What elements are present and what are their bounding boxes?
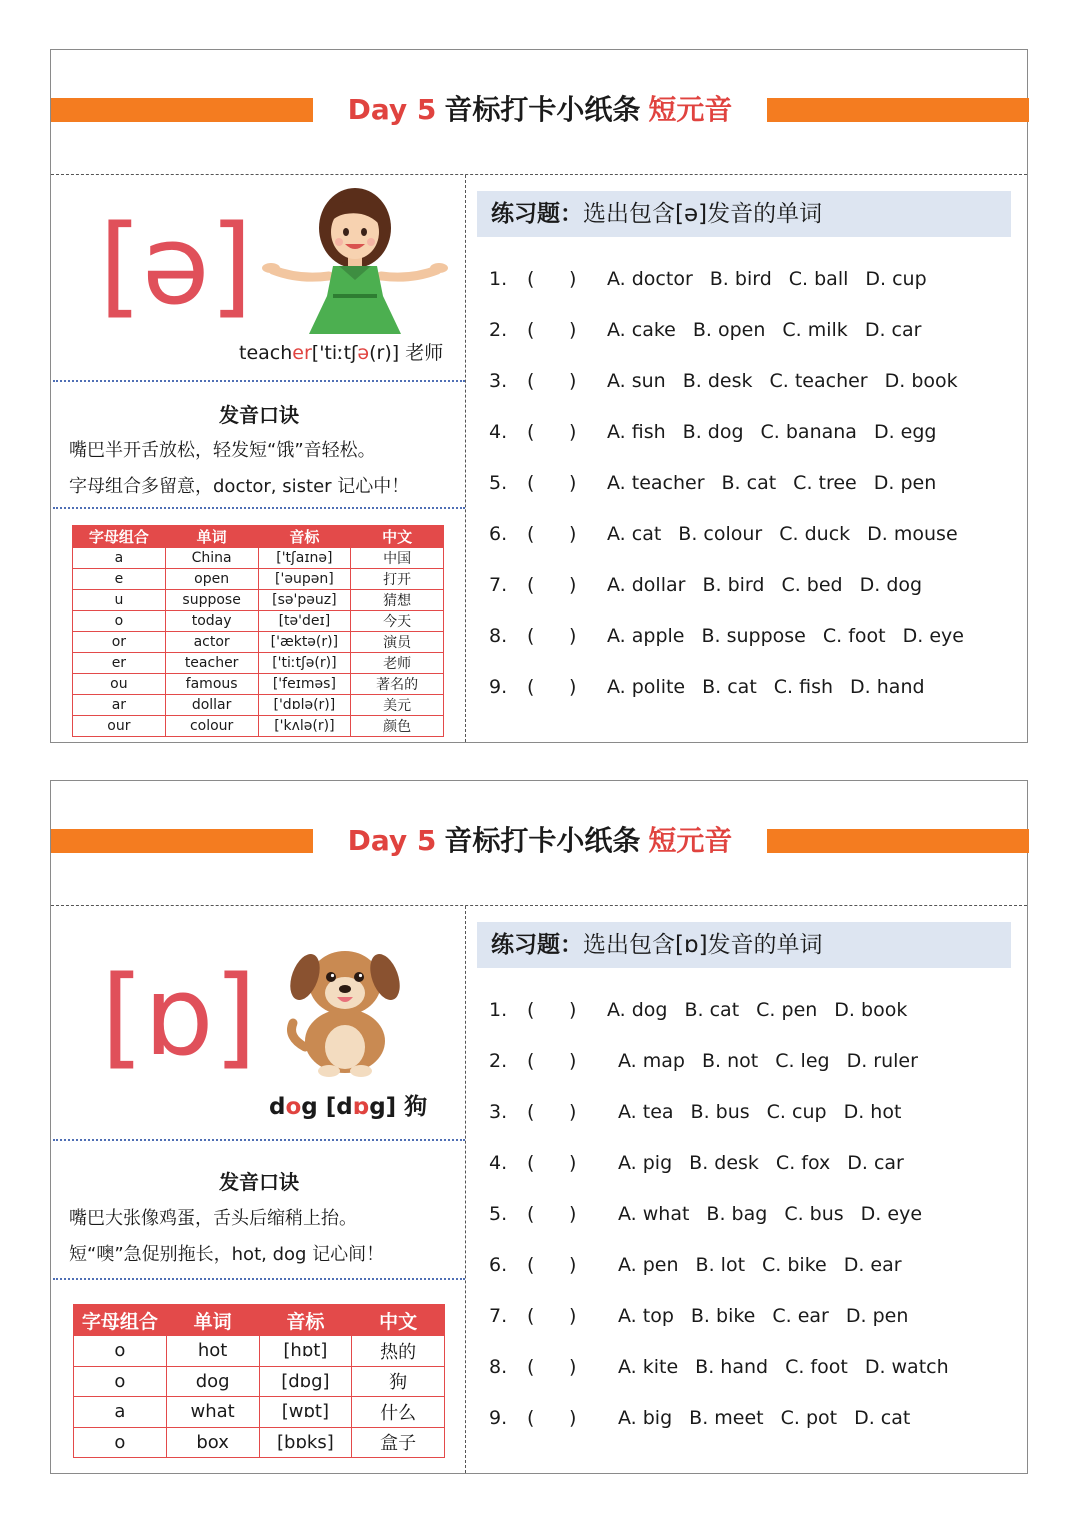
option-b: B. desk xyxy=(689,1152,759,1174)
answer-paren-close[interactable]: ) xyxy=(569,676,577,698)
table-header: 音标 xyxy=(258,526,351,548)
table-cell: ['tiːtʃə(r)] xyxy=(258,653,351,674)
table-row xyxy=(73,653,444,674)
table-row xyxy=(74,1427,445,1458)
table-cell: colour xyxy=(165,716,258,737)
option-c: C. banana xyxy=(760,421,857,443)
option-d: D. pen xyxy=(845,1305,909,1327)
dashed-divider xyxy=(51,905,1027,906)
table-cell: a xyxy=(74,1397,167,1428)
option-b: B. lot xyxy=(695,1254,746,1276)
question-number: 8. xyxy=(489,625,508,647)
table-cell: a xyxy=(73,548,166,569)
answer-paren-open[interactable]: ( xyxy=(527,1407,535,1429)
table-cell: 颜色 xyxy=(351,716,444,737)
tips-line-1: 嘴巴大张像鸡蛋，舌头后缩稍上抬。 xyxy=(69,1208,357,1229)
option-c: C. milk xyxy=(782,319,848,341)
answer-paren-open[interactable]: ( xyxy=(527,319,535,341)
table-cell: 美元 xyxy=(351,695,444,716)
option-c: C. ball xyxy=(788,268,849,290)
table-cell: China xyxy=(165,548,258,569)
table-row xyxy=(74,1336,445,1367)
table-cell: 中国 xyxy=(351,548,444,569)
option-d: D. pen xyxy=(873,472,937,494)
answer-paren-close[interactable]: ) xyxy=(569,1101,577,1123)
title-main: 音标打卡小纸条 xyxy=(444,824,641,857)
tips-title: 发音口诀 xyxy=(219,403,299,427)
table-cell: er xyxy=(73,653,166,674)
question-number: 9. xyxy=(489,676,508,698)
table-cell: o xyxy=(74,1427,167,1458)
teacher-icon xyxy=(259,184,455,336)
option-d: D. dog xyxy=(859,574,923,596)
option-b: B. bird xyxy=(702,574,765,596)
option-c: C. fish xyxy=(773,676,834,698)
answer-paren-close[interactable]: ) xyxy=(569,319,577,341)
table-cell: ou xyxy=(73,674,166,695)
answer-paren-close[interactable]: ) xyxy=(569,625,577,647)
table-cell: 今天 xyxy=(351,611,444,632)
dotted-divider xyxy=(53,507,465,509)
answer-paren-open[interactable]: ( xyxy=(527,1203,535,1225)
option-a: A. teacher xyxy=(607,472,705,494)
option-a: A. cake xyxy=(607,319,676,341)
tips-line-2: 字母组合多留意，doctor, sister 记心中！ xyxy=(69,476,410,497)
table-cell: 演员 xyxy=(351,632,444,653)
tips-line-1: 嘴巴半开舌放松，轻发短“饿”音轻松。 xyxy=(69,440,376,461)
answer-paren-close[interactable]: ) xyxy=(569,523,577,545)
question-number: 2. xyxy=(489,319,508,341)
answer-paren-close[interactable]: ) xyxy=(569,1203,577,1225)
table-cell: [sə'pəuz] xyxy=(258,590,351,611)
option-d: D. hand xyxy=(850,676,925,698)
example-phonetic-highlight: ɒ xyxy=(352,1094,370,1120)
example-word xyxy=(239,338,443,365)
table-row xyxy=(73,632,444,653)
question-number: 3. xyxy=(489,1101,508,1123)
option-b: B. bird xyxy=(709,268,772,290)
option-d: D. egg xyxy=(873,421,937,443)
table-cell: box xyxy=(166,1427,259,1458)
example-word-highlight: er xyxy=(292,342,312,364)
table-cell: 老师 xyxy=(351,653,444,674)
dashed-column-divider xyxy=(465,906,466,1473)
option-b: B. cat xyxy=(721,472,777,494)
table-cell: ['dɒlə(r)] xyxy=(258,695,351,716)
table-header: 音标 xyxy=(259,1305,352,1336)
option-b: B. suppose xyxy=(701,625,806,647)
example-phonetic-highlight: ə xyxy=(357,342,370,364)
answer-paren-close[interactable]: ) xyxy=(569,268,577,290)
option-a: A. doctor xyxy=(607,268,693,290)
answer-paren-close[interactable]: ) xyxy=(569,421,577,443)
option-b: B. hand xyxy=(695,1356,769,1378)
option-c: C. tree xyxy=(793,472,857,494)
answer-paren-open[interactable]: ( xyxy=(527,472,535,494)
answer-paren-open[interactable]: ( xyxy=(527,1356,535,1378)
letter-combination-table xyxy=(73,1304,445,1458)
table-cell: open xyxy=(165,569,258,590)
option-c: C. bus xyxy=(784,1203,844,1225)
example-word-pre: teach xyxy=(239,342,293,364)
option-a: A. cat xyxy=(607,523,662,545)
title-bar-right xyxy=(767,829,1029,853)
table-cell: ['kʌlə(r)] xyxy=(258,716,351,737)
option-c: C. pot xyxy=(780,1407,838,1429)
option-a: A. dog xyxy=(607,999,668,1021)
question-number: 9. xyxy=(489,1407,508,1429)
answer-paren-close[interactable]: ) xyxy=(569,574,577,596)
title-sub: 短元音 xyxy=(648,824,733,857)
table-cell: ['æktə(r)] xyxy=(258,632,351,653)
table-cell: suppose xyxy=(165,590,258,611)
card-schwa xyxy=(50,49,1028,743)
table-row xyxy=(73,695,444,716)
option-c: C. ear xyxy=(772,1305,829,1327)
question-number: 1. xyxy=(489,268,508,290)
option-d: D. eye xyxy=(860,1203,923,1225)
exercise-label: 练习题： xyxy=(491,201,583,227)
option-d: D. car xyxy=(864,319,922,341)
option-d: D. book xyxy=(884,370,958,392)
option-b: B. dog xyxy=(682,421,744,443)
table-cell: ['əupən] xyxy=(258,569,351,590)
table-row xyxy=(73,611,444,632)
table-row xyxy=(73,674,444,695)
option-d: D. cup xyxy=(865,268,927,290)
answer-paren-close[interactable]: ) xyxy=(569,1050,577,1072)
question-number: 7. xyxy=(489,574,508,596)
answer-paren-close[interactable]: ) xyxy=(569,1305,577,1327)
table-header: 中文 xyxy=(351,526,444,548)
option-a: A. fish xyxy=(607,421,666,443)
answer-paren-open[interactable]: ( xyxy=(527,1305,535,1327)
option-c: C. teacher xyxy=(769,370,868,392)
option-b: B. desk xyxy=(682,370,753,392)
title-bar-left xyxy=(51,98,313,122)
question-number: 3. xyxy=(489,370,508,392)
answer-paren-open[interactable]: ( xyxy=(527,1254,535,1276)
option-a: A. pen xyxy=(618,1254,679,1276)
option-b: B. not xyxy=(701,1050,759,1072)
tips-title: 发音口诀 xyxy=(219,1170,299,1194)
table-row xyxy=(73,569,444,590)
table-cell: actor xyxy=(165,632,258,653)
answer-paren-open[interactable]: ( xyxy=(527,999,535,1021)
table-cell: our xyxy=(73,716,166,737)
option-a: A. apple xyxy=(607,625,685,647)
table-cell: 打开 xyxy=(351,569,444,590)
exercise-label: 练习题： xyxy=(491,932,583,958)
table-cell: dollar xyxy=(165,695,258,716)
phonetic-symbol: [ə] xyxy=(99,201,253,329)
option-c: C. leg xyxy=(775,1050,830,1072)
card-short-o xyxy=(50,780,1028,1474)
title-main: 音标打卡小纸条 xyxy=(444,93,641,126)
table-cell: [tə'deɪ] xyxy=(258,611,351,632)
table-cell: 盒子 xyxy=(352,1427,445,1458)
question-number: 6. xyxy=(489,1254,508,1276)
option-c: C. pen xyxy=(756,999,818,1021)
dotted-divider xyxy=(53,380,465,382)
option-a: A. big xyxy=(618,1407,673,1429)
option-a: A. polite xyxy=(607,676,686,698)
table-cell: today xyxy=(165,611,258,632)
question-number: 4. xyxy=(489,421,508,443)
dashed-divider xyxy=(51,174,1027,175)
example-word-post: (r)] 老师 xyxy=(369,342,444,364)
title-day: Day 5 xyxy=(347,93,437,126)
answer-paren-open[interactable]: ( xyxy=(527,268,535,290)
exercise-instruction: 选出包含[ə]发音的单词 xyxy=(583,201,823,227)
table-cell: 狗 xyxy=(352,1366,445,1397)
title-bar-left xyxy=(51,829,313,853)
table-cell: o xyxy=(74,1336,167,1367)
table-cell: dog xyxy=(166,1366,259,1397)
table-cell: ar xyxy=(73,695,166,716)
option-c: C. bike xyxy=(762,1254,827,1276)
option-b: B. cat xyxy=(702,676,757,698)
option-b: B. bus xyxy=(690,1101,750,1123)
table-cell: e xyxy=(73,569,166,590)
answer-paren-open[interactable]: ( xyxy=(527,676,535,698)
table-header: 字母组合 xyxy=(74,1305,167,1336)
answer-paren-close[interactable]: ) xyxy=(569,472,577,494)
table-row xyxy=(74,1397,445,1428)
option-a: A. sun xyxy=(607,370,666,392)
phonetic-symbol: [ɒ] xyxy=(101,952,257,1080)
option-a: A. pig xyxy=(618,1152,673,1174)
table-cell: 猜想 xyxy=(351,590,444,611)
option-b: B. bike xyxy=(690,1305,756,1327)
exercise-header xyxy=(477,191,1011,237)
question-number: 8. xyxy=(489,1356,508,1378)
example-word-mid: ['tiːtʃ xyxy=(311,342,358,364)
table-cell: ['feɪməs] xyxy=(258,674,351,695)
table-cell: [wɒt] xyxy=(259,1397,352,1428)
dotted-divider xyxy=(53,1278,465,1280)
question-number: 4. xyxy=(489,1152,508,1174)
option-c: C. foot xyxy=(785,1356,848,1378)
answer-paren-open[interactable]: ( xyxy=(527,1152,535,1174)
option-a: A. kite xyxy=(618,1356,679,1378)
title-sub: 短元音 xyxy=(648,93,733,126)
letter-combination-table xyxy=(72,525,444,737)
question-number: 1. xyxy=(489,999,508,1021)
option-c: C. fox xyxy=(775,1152,831,1174)
answer-paren-open[interactable]: ( xyxy=(527,370,535,392)
option-d: D. eye xyxy=(902,625,964,647)
table-row xyxy=(73,548,444,569)
example-word-highlight: o xyxy=(285,1094,302,1120)
question-number: 6. xyxy=(489,523,508,545)
question-number: 7. xyxy=(489,1305,508,1327)
answer-paren-close[interactable]: ) xyxy=(569,1152,577,1174)
table-cell: ['tʃaɪnə] xyxy=(258,548,351,569)
option-a: A. tea xyxy=(618,1101,674,1123)
answer-paren-close[interactable]: ) xyxy=(569,370,577,392)
card-title xyxy=(313,819,767,863)
table-cell: u xyxy=(73,590,166,611)
answer-paren-open[interactable]: ( xyxy=(527,574,535,596)
option-d: D. ear xyxy=(843,1254,902,1276)
table-cell: o xyxy=(73,611,166,632)
answer-paren-close[interactable]: ) xyxy=(569,999,577,1021)
example-word-mid: g [d xyxy=(301,1094,353,1120)
question-number: 2. xyxy=(489,1050,508,1072)
table-row xyxy=(73,716,444,737)
example-word-pre: d xyxy=(269,1094,286,1120)
table-cell: teacher xyxy=(165,653,258,674)
example-word xyxy=(269,1088,427,1121)
table-cell: [hɒt] xyxy=(259,1336,352,1367)
option-b: B. cat xyxy=(684,999,740,1021)
tips-line-2: 短“噢”急促别拖长，hot, dog 记心间！ xyxy=(69,1244,385,1265)
option-c: C. foot xyxy=(822,625,886,647)
table-cell: o xyxy=(74,1366,167,1397)
table-cell: or xyxy=(73,632,166,653)
option-a: A. top xyxy=(618,1305,674,1327)
option-d: D. hot xyxy=(843,1101,902,1123)
table-header: 单词 xyxy=(165,526,258,548)
dotted-divider xyxy=(53,1139,465,1141)
option-c: C. duck xyxy=(779,523,851,545)
option-a: A. dollar xyxy=(607,574,686,596)
table-cell: hot xyxy=(166,1336,259,1367)
answer-paren-open[interactable]: ( xyxy=(527,625,535,647)
question-number: 5. xyxy=(489,472,508,494)
example-word-post: g] 狗 xyxy=(369,1094,428,1120)
option-d: D. ruler xyxy=(846,1050,918,1072)
option-d: D. cat xyxy=(854,1407,911,1429)
option-b: B. bag xyxy=(706,1203,768,1225)
option-b: B. colour xyxy=(678,523,763,545)
option-a: A. what xyxy=(618,1203,690,1225)
table-header: 中文 xyxy=(352,1305,445,1336)
option-c: C. cup xyxy=(766,1101,827,1123)
exercise-instruction: 选出包含[ɒ]发音的单词 xyxy=(583,932,823,958)
dog-icon xyxy=(279,937,409,1077)
exercise-header xyxy=(477,922,1011,968)
answer-paren-close[interactable]: ) xyxy=(569,1356,577,1378)
table-cell: [dɒg] xyxy=(259,1366,352,1397)
table-row xyxy=(74,1366,445,1397)
option-a: A. map xyxy=(618,1050,685,1072)
title-bar-right xyxy=(767,98,1029,122)
card-title xyxy=(313,88,767,132)
option-c: C. bed xyxy=(781,574,843,596)
table-header: 单词 xyxy=(166,1305,259,1336)
table-cell: 著名的 xyxy=(351,674,444,695)
option-d: D. book xyxy=(834,999,908,1021)
option-d: D. car xyxy=(847,1152,904,1174)
option-d: D. mouse xyxy=(867,523,958,545)
table-row xyxy=(73,590,444,611)
answer-paren-open[interactable]: ( xyxy=(527,1050,535,1072)
table-cell: what xyxy=(166,1397,259,1428)
answer-paren-open[interactable]: ( xyxy=(527,421,535,443)
title-day: Day 5 xyxy=(347,824,437,857)
answer-paren-open[interactable]: ( xyxy=(527,1101,535,1123)
option-b: B. meet xyxy=(689,1407,764,1429)
table-cell: 热的 xyxy=(352,1336,445,1367)
option-d: D. watch xyxy=(864,1356,949,1378)
question-number: 5. xyxy=(489,1203,508,1225)
table-cell: famous xyxy=(165,674,258,695)
answer-paren-open[interactable]: ( xyxy=(527,523,535,545)
answer-paren-close[interactable]: ) xyxy=(569,1254,577,1276)
option-b: B. open xyxy=(692,319,766,341)
table-cell: 什么 xyxy=(352,1397,445,1428)
table-cell: [bɒks] xyxy=(259,1427,352,1458)
answer-paren-close[interactable]: ) xyxy=(569,1407,577,1429)
dashed-column-divider xyxy=(465,175,466,742)
table-header: 字母组合 xyxy=(73,526,166,548)
